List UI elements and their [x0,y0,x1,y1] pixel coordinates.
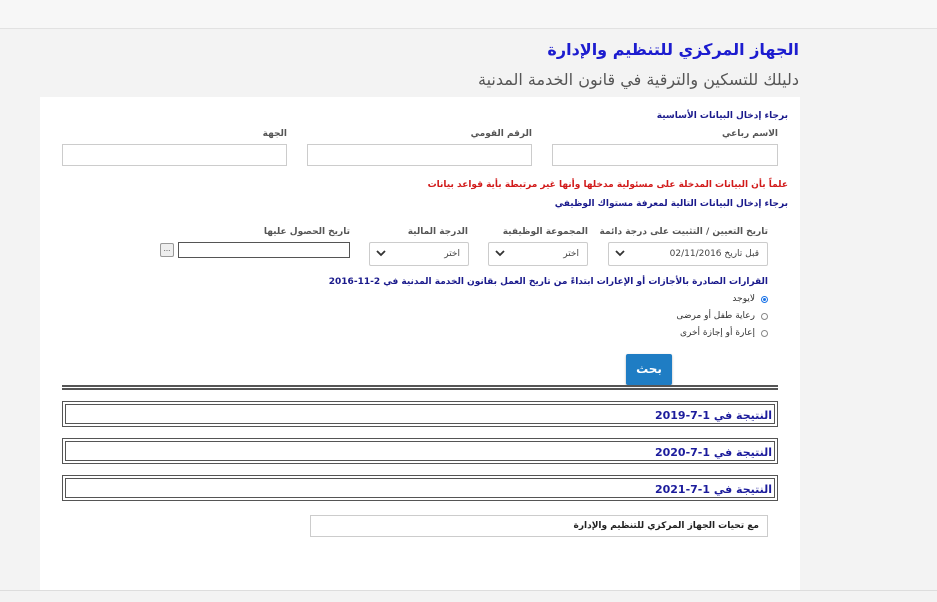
grade-date-label: تاريخ الحصول عليها [263,227,350,237]
radio-option-none[interactable] [732,292,768,306]
result-box [65,441,775,461]
page-subtitle: دليلك للتسكين والترقية في قانون الخدمة المدنية [478,70,799,89]
greeting-box [310,515,768,537]
grade-select[interactable] [369,242,469,266]
entity-input[interactable] [62,144,287,166]
radio-button[interactable] [761,330,768,337]
radio-option-other-leave[interactable] [680,326,768,340]
job-group-value: اختر [563,249,579,259]
job-group-label: المجموعة الوظيفية [502,227,588,237]
result-2021 [62,475,778,501]
result-box [65,478,775,498]
chevron-down-icon [375,247,387,259]
entity-label: الجهة [262,129,287,139]
data-warning: علماً بأن البيانات المدخلة على مسئولية مدخلها وأنها غير مرتبطة بأية قواعد بيانات [427,180,788,190]
grade-date-input[interactable] [178,242,350,258]
grade-value: اختر [444,249,460,259]
national-id-input[interactable] [307,144,532,166]
footer-divider [0,590,937,591]
radio-button[interactable] [761,296,768,303]
radio-label: لايوجد [732,294,755,304]
result-label: النتيجة في 1-7-2019 [654,409,772,422]
chevron-down-icon [494,247,506,259]
radio-label: رعاية طفل أو مرضى [676,311,755,321]
date-picker-button[interactable]: ... [160,243,174,257]
grade-label: الدرجة المالية [407,227,468,237]
decisions-title: القرارات الصادرة بالأجازات أو الإعارات ابتداءً من تاريخ العمل بقانون الخدمة المدنية في 2-11-2016 [328,277,768,287]
radio-button[interactable] [761,313,768,320]
national-id-label: الرقم القومي [470,129,532,139]
appoint-date-select[interactable] [608,242,768,266]
radio-label: إعارة أو إجازة أخرى [679,328,755,338]
appoint-date-label: تاريخ التعيين / التثبيت على درجة دائمة [599,227,768,237]
job-group-select[interactable] [488,242,588,266]
radio-option-child-care[interactable] [676,309,768,323]
result-box [65,404,775,424]
job-section-title: برجاء إدخال البيانات التالية لمعرفة مستواك الوظيفي [554,199,788,209]
chevron-down-icon [614,247,626,259]
search-button[interactable]: بحث [626,354,672,385]
result-label: النتيجة في 1-7-2020 [654,446,772,459]
top-bar [0,0,937,29]
greeting-text: مع تحيات الجهاز المركزي للتنظيم والإدارة [573,521,759,531]
basic-section-title: برجاء إدخال البيانات الأساسية [656,111,788,121]
page-title: الجهاز المركزي للتنظيم والإدارة [547,40,799,59]
result-2020 [62,438,778,464]
result-2019 [62,401,778,427]
result-label: النتيجة في 1-7-2021 [654,483,772,496]
name-input[interactable] [552,144,778,166]
appoint-date-value: قبل تاريخ 02/11/2016 [669,249,759,259]
main-panel [40,97,800,590]
divider [62,385,778,390]
name-label: الاسم رباعي [721,129,778,139]
